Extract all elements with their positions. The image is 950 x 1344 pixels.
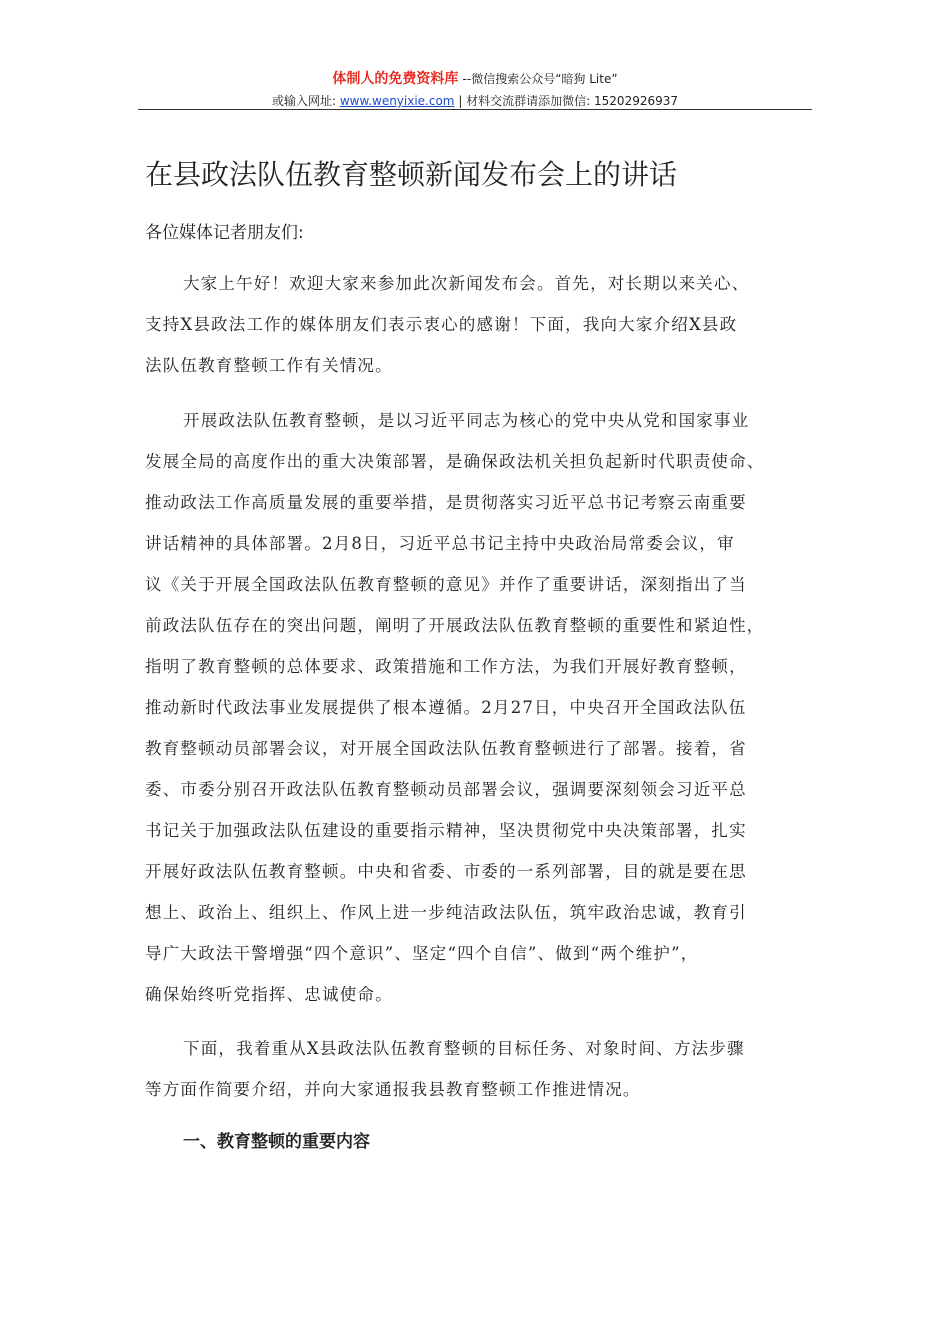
paragraph-line: 想上、政治上、组织上、作风上进一步纯洁政法队伍，筑牢政治忠诚，教育引 (145, 903, 747, 922)
paragraph-line: 支持X县政法工作的媒体朋友们表示衷心的感谢！下面，我向大家介绍X县政 (145, 315, 738, 334)
paragraph-line: 议《关于开展全国政法队伍教育整顿的意见》并作了重要讲话，深刻指出了当 (145, 575, 747, 594)
paragraph-line: 下面，我着重从X县政法队伍教育整顿的目标任务、对象时间、方法步骤 (183, 1039, 745, 1058)
salutation: 各位媒体记者朋友们: (145, 223, 304, 243)
paragraph-line: 推动新时代政法事业发展提供了根本遵循。2月27日，中央召开全国政法队伍 (145, 698, 747, 717)
paragraph-line: 指明了教育整顿的总体要求、政策措施和工作方法，为我们开展好教育整顿， (145, 657, 747, 676)
paragraph-line: 推动政法工作高质量发展的重要举措，是贯彻落实习近平总书记考察云南重要 (145, 493, 747, 512)
paragraph-overview (145, 1028, 745, 1110)
header-brand-line (138, 70, 812, 89)
paragraph-line: 开展政法队伍教育整顿，是以习近平同志为核心的党中央从党和国家事业 (183, 411, 750, 430)
paragraph-line: 等方面作简要介绍，并向大家通报我县教育整顿工作推进情况。 (145, 1080, 641, 1099)
section-heading: 一、教育整顿的重要内容 (183, 1132, 370, 1152)
website-link[interactable]: www.wenyixie.com (339, 94, 455, 108)
paragraph-line: 发展全局的高度作出的重大决策部署，是确保政法机关担负起新时代职责使命、 (145, 452, 765, 471)
paragraph-line: 确保始终听党指挥、忠诚使命。 (145, 985, 393, 1004)
paragraph-line: 委、市委分别召开政法队伍教育整顿动员部署会议，强调要深刻领会习近平总 (145, 780, 747, 799)
paragraph-line: 开展好政法队伍教育整顿。中央和省委、市委的一系列部署，目的就是要在思 (145, 862, 747, 881)
contact-info: | 材料交流群请添加微信: 15202926937 (454, 94, 679, 108)
paragraph-intro (145, 263, 749, 386)
header-contact-line (138, 92, 812, 110)
paragraph-line: 法队伍教育整顿工作有关情况。 (145, 356, 393, 375)
header-divider (138, 109, 812, 110)
paragraph-line: 导广大政法干警增强“四个意识”、坚定“四个自信”、做到“两个维护”， (145, 944, 699, 963)
brand-name: 体制人的免费资料库 (332, 71, 459, 87)
page-header (138, 70, 812, 110)
paragraph-line: 教育整顿动员部署会议，对开展全国政法队伍教育整顿进行了部署。接着，省 (145, 739, 747, 758)
paragraph-line: 书记关于加强政法队伍建设的重要指示精神，坚决贯彻党中央决策部署，扎实 (145, 821, 747, 840)
url-prefix: 或输入网址: (271, 94, 340, 108)
wechat-hint: --微信搜索公众号“暗狗 Lite” (462, 72, 618, 86)
paragraph-line: 大家上午好！欢迎大家来参加此次新闻发布会。首先，对长期以来关心、 (183, 274, 750, 293)
paragraph-background (145, 400, 765, 1015)
document-title: 在县政法队伍教育整顿新闻发布会上的讲话 (145, 158, 678, 191)
paragraph-line: 讲话精神的具体部署。2月8日，习近平总书记主持中央政治局常委会议，审 (145, 534, 735, 553)
paragraph-line: 前政法队伍存在的突出问题，阐明了开展政法队伍教育整顿的重要性和紧迫性， (145, 616, 765, 635)
